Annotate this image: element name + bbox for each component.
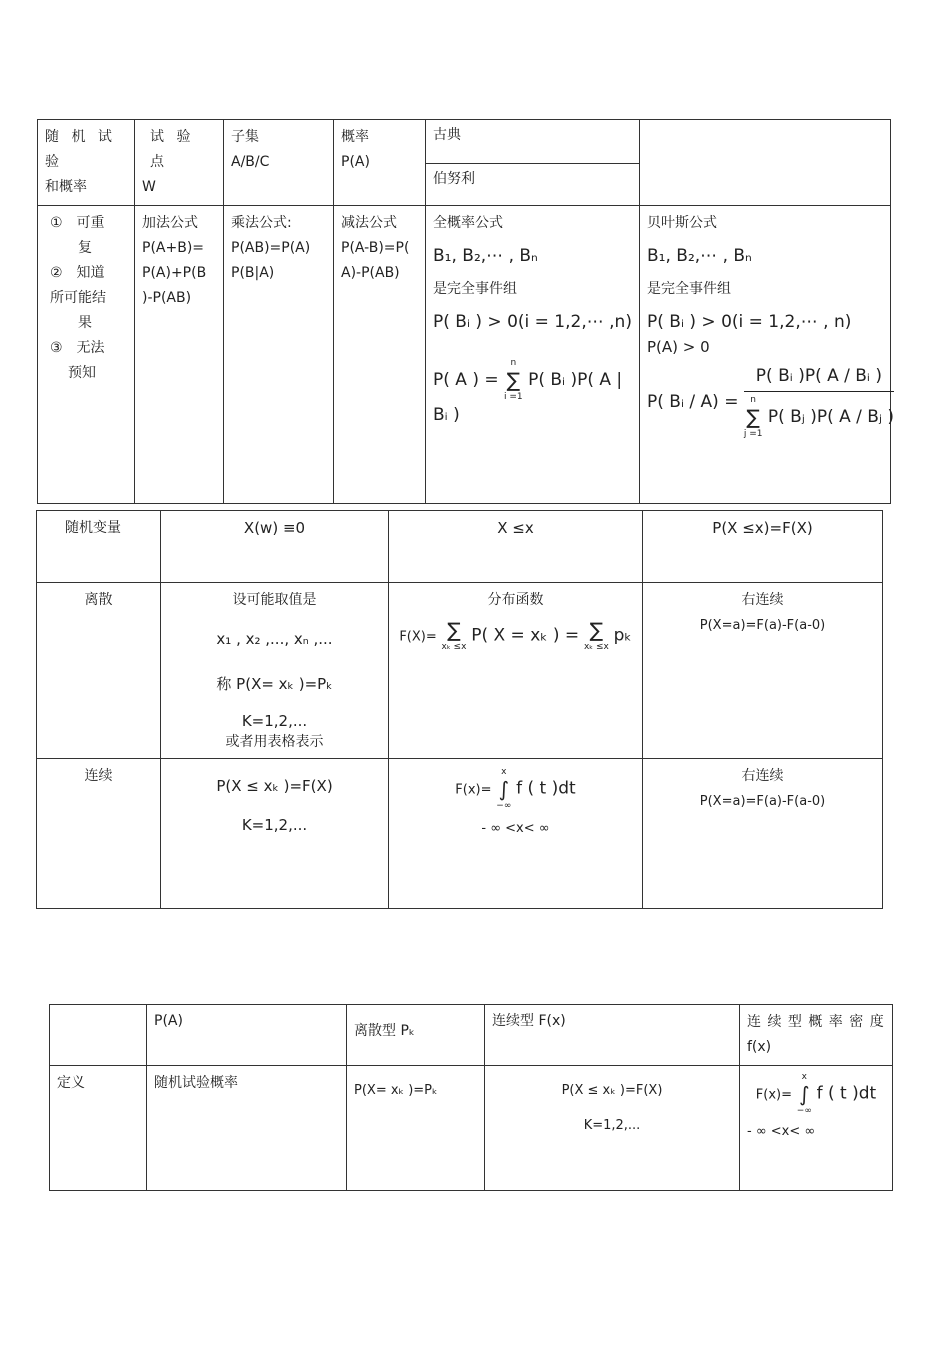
text: 随机试验概率 — [154, 1075, 238, 1091]
cell-definition-continuous — [485, 1066, 740, 1191]
cell-multiplication-formula — [224, 206, 334, 504]
cell-probability — [334, 120, 426, 206]
random-variable-table — [36, 510, 883, 909]
text: P(X=a)=F(a)-F(a-0) — [699, 794, 826, 809]
text: 离散 — [84, 592, 113, 608]
text: 子集 — [231, 129, 259, 145]
text: 右连续 — [741, 592, 784, 608]
sigma-icon: ∑ — [447, 618, 461, 642]
cell-continuous-label — [37, 759, 161, 909]
text: 贝叶斯公式 — [647, 215, 717, 231]
text: 是完全事件组 — [647, 281, 731, 297]
math-integrand: f ( t )dt — [516, 778, 576, 799]
text: A)-P(AB) — [341, 265, 400, 281]
math-lhs: P( Bᵢ / A) = — [647, 392, 739, 412]
sum-upper: n — [510, 358, 517, 368]
sigma-icon: ∑ — [506, 368, 521, 392]
sigma-icon: ∑ — [589, 618, 604, 642]
cell-definition-pa — [147, 1066, 347, 1191]
text: P(A) — [154, 1013, 183, 1029]
math-prefix: F(x)= — [755, 1087, 792, 1103]
math-pmf: P(X= xₖ )=Pₖ — [354, 1083, 438, 1098]
integral-lower: −∞ — [796, 1106, 812, 1116]
cell-definition-density — [740, 1066, 893, 1191]
text: P(B|A) — [231, 265, 275, 281]
math-pa-positive: P(A) > 0 — [647, 338, 710, 356]
text: 全概率公式 — [433, 215, 503, 231]
math-integrand: f ( t )dt — [816, 1083, 877, 1104]
cell-distribution-function — [389, 583, 643, 759]
cell-header-xw — [161, 511, 389, 583]
text: 乘法公式: — [231, 215, 292, 231]
cell-continuous-values — [161, 759, 389, 909]
cell-header-cdf — [643, 511, 883, 583]
cell-header-rv — [37, 511, 161, 583]
cell-right-continuous — [643, 583, 883, 759]
text: P(X ≤x)=F(X) — [712, 519, 813, 537]
text: P(X=a)=F(a)-F(a-0) — [699, 618, 826, 633]
text: 设可能取值是 — [232, 592, 317, 608]
math-range: - ∞ <x< ∞ — [481, 821, 550, 836]
math-condition: P( Bᵢ ) > 0(i = 1,2,⋯ ,n) — [433, 312, 632, 332]
text: )-P(AB) — [142, 290, 192, 306]
math-values: x₁ , x₂ ,..., xₙ ,... — [216, 630, 333, 648]
fraction — [744, 364, 894, 440]
probability-basics-table — [37, 119, 894, 504]
math-rhs: P( Bᵢ )P( A | Bᵢ ) — [433, 370, 623, 425]
cell-subtraction-formula — [334, 206, 426, 504]
cell-empty — [640, 120, 891, 206]
definition-table — [49, 1004, 893, 1191]
integral-icon: ∫ — [799, 1082, 810, 1106]
cell-empty-header — [50, 1005, 147, 1066]
text: 试 验 点 — [150, 129, 195, 170]
text: 离散型 Pₖ — [354, 1023, 415, 1039]
math-condition: P( Bᵢ ) > 0(i = 1,2,⋯ , n) — [647, 312, 852, 332]
text: 或者用表格表示 — [225, 734, 324, 750]
sigma-icon: ∑ — [746, 405, 760, 429]
text: A/B/C — [231, 154, 270, 170]
text: 连续 — [84, 768, 113, 784]
integral-lower: −∞ — [496, 801, 512, 811]
text: 概率 — [341, 129, 369, 145]
integral-upper: x — [501, 767, 507, 777]
text: f(x) — [747, 1039, 772, 1055]
math-cdf: P(X ≤ xₖ )=F(X) — [561, 1083, 663, 1098]
cell-classical — [426, 120, 640, 164]
text: 和概率 — [45, 179, 87, 195]
text: 果 — [78, 315, 92, 331]
text: 随机变量 — [65, 520, 121, 536]
cell-bayes — [640, 206, 894, 504]
fraction-numerator: P( Bᵢ )P( A / Bᵢ ) — [744, 364, 894, 392]
sum-lower: j =1 — [743, 429, 763, 439]
text: 定义 — [57, 1075, 85, 1091]
text: ① 可重 — [50, 215, 105, 231]
math-term: P( X = xₖ ) = — [471, 625, 580, 646]
text: 加法公式 — [142, 215, 198, 231]
math-events: B₁, B₂,⋯ , Bₙ — [647, 246, 752, 266]
text: 减法公式 — [341, 215, 397, 231]
denominator-text: P( Bⱼ )P( A / Bⱼ ) — [767, 407, 894, 427]
math-pmf: 称 P(X= xₖ )=Pₖ — [216, 675, 333, 693]
text: W — [142, 179, 156, 195]
integral-formula — [747, 1071, 885, 1117]
math-term: pₖ — [613, 625, 632, 646]
integral-icon: ∫ — [498, 777, 510, 801]
sum-lower: xₖ ≤x — [441, 642, 467, 652]
text: K=1,2,... — [241, 712, 308, 730]
cell-properties — [38, 206, 135, 504]
text: 伯努利 — [433, 171, 475, 188]
cell-definition-label — [50, 1066, 147, 1191]
cell-sample-point — [135, 120, 224, 206]
sum-symbol — [442, 619, 467, 653]
cell-header-continuous — [485, 1005, 740, 1066]
text: X(w) ≡0 — [243, 519, 306, 537]
text: 是完全事件组 — [433, 281, 517, 297]
sum-symbol — [504, 357, 523, 403]
text: 连 续 型 概 率 密 度 — [747, 1014, 885, 1030]
cell-header-discrete — [347, 1005, 485, 1066]
math-lhs: P( A ) = — [433, 370, 499, 390]
integral-symbol — [797, 1071, 812, 1117]
cell-addition-formula — [135, 206, 224, 504]
text: K=1,2,... — [241, 816, 308, 834]
text: 右连续 — [741, 768, 784, 784]
text: P(A) — [341, 154, 370, 170]
sum-upper: n — [750, 395, 757, 405]
text: P(A-B)=P( — [341, 240, 410, 256]
math-range: - ∞ <x< ∞ — [747, 1124, 816, 1139]
text: P(A)+P(B — [142, 265, 207, 281]
math-prefix: F(X)= — [399, 629, 437, 645]
cell-total-probability — [426, 206, 640, 504]
text: P(A+B)= — [142, 240, 205, 256]
math-prefix: F(x)= — [455, 782, 492, 798]
sum-symbol — [584, 619, 609, 653]
math-events: B₁, B₂,⋯ , Bₙ — [433, 246, 538, 266]
fraction-denominator — [744, 392, 894, 440]
text: X ≤x — [497, 519, 534, 537]
integral-formula — [396, 766, 635, 812]
text: 所可能结 — [50, 290, 106, 306]
sum-symbol — [744, 394, 763, 440]
cell-discrete-values — [161, 583, 389, 759]
text: P(AB)=P(A) — [231, 240, 311, 256]
integral-symbol — [496, 766, 511, 812]
cell-header-pa — [147, 1005, 347, 1066]
cell-integral — [389, 759, 643, 909]
cell-subset — [224, 120, 334, 206]
text: ② 知道 — [50, 265, 105, 281]
cell-right-continuous — [643, 759, 883, 909]
integral-upper: x — [801, 1072, 807, 1082]
bayes-formula — [647, 364, 894, 440]
cell-header-x-le — [389, 511, 643, 583]
cell-definition-discrete — [347, 1066, 485, 1191]
sum-lower: xₖ ≤x — [583, 642, 609, 652]
cell-header-density — [740, 1005, 893, 1066]
math-cdf: P(X ≤ xₖ )=F(X) — [216, 777, 333, 795]
cdf-sum-formula — [396, 619, 635, 653]
text: 连续型 F(x) — [492, 1013, 566, 1029]
text: 古典 — [433, 127, 461, 143]
text: 复 — [78, 240, 92, 256]
text: 预知 — [68, 365, 96, 381]
cell-random-experiment — [38, 120, 135, 206]
cell-bernoulli — [426, 164, 640, 206]
text: K=1,2,... — [583, 1118, 641, 1133]
total-probability-formula — [433, 357, 632, 428]
cell-discrete-label — [37, 583, 161, 759]
sum-lower: i =1 — [504, 392, 523, 402]
text: 分布函数 — [487, 592, 544, 608]
text: ③ 无法 — [50, 340, 105, 356]
text: 随 机 试 验 — [45, 129, 116, 170]
